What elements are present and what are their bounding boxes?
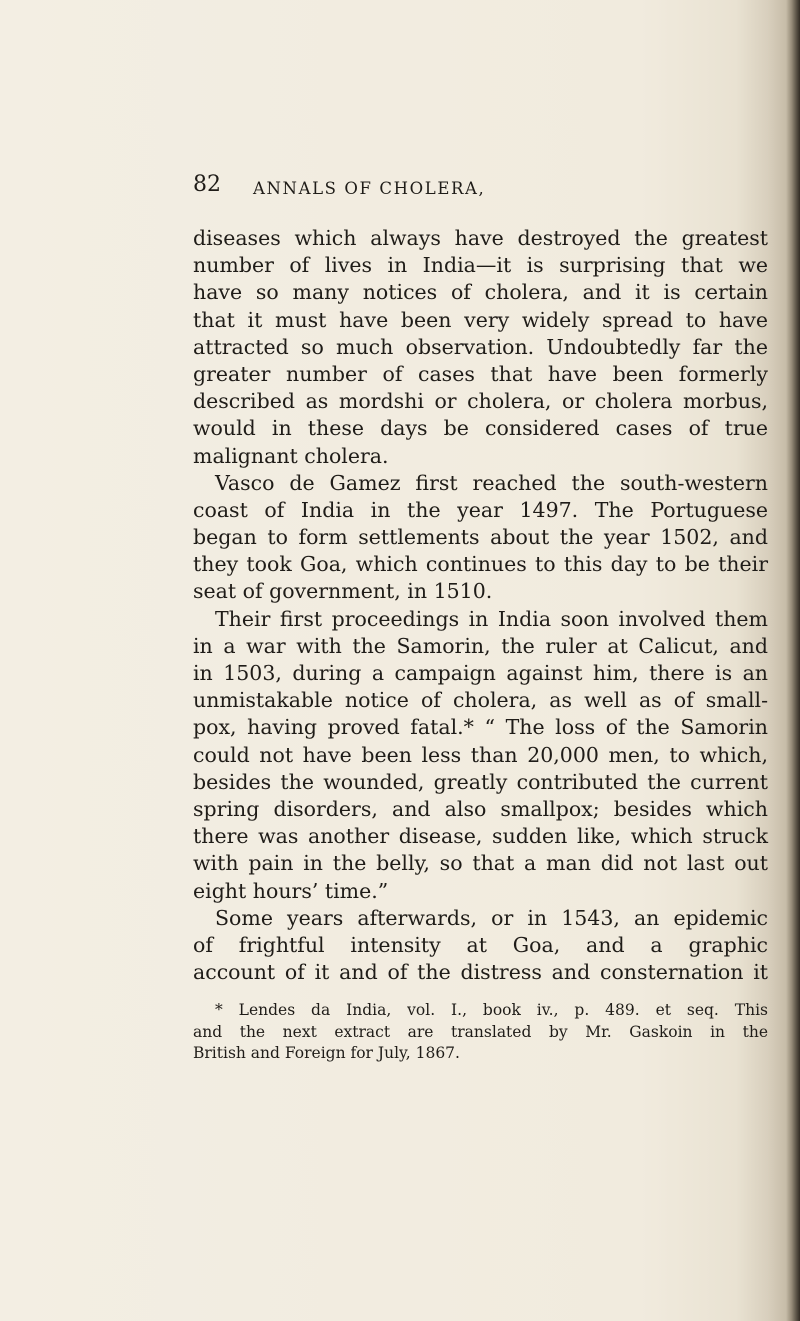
text-line: seat of government, in 1510.	[193, 579, 493, 604]
text-line: spring disorders, and also smallpox; besides which	[193, 796, 768, 821]
footnote-line: British and Foreign for July, 1867.	[193, 1044, 460, 1062]
text-line: attracted so much observation. Undoubtedly far the	[193, 334, 768, 359]
text-line: have so many notices of cholera, and it is certain	[193, 280, 768, 305]
body-text	[193, 225, 768, 986]
footnote-line: * Lendes da India, vol. I., book iv., p. 489. et seq. This	[215, 1001, 768, 1019]
text-line: account of it and of the distress and consternation it	[193, 960, 768, 985]
text-line: with pain in the belly, so that a man did not last out	[193, 851, 768, 876]
text-line: greater number of cases that have been formerly	[193, 361, 768, 386]
text-line: Vasco de Gamez first reached the south-western	[215, 470, 768, 495]
text-line: in a war with the Samorin, the ruler at Calicut, and	[193, 633, 768, 658]
text-line: described as mordshi or cholera, or cholera morbus,	[193, 389, 768, 414]
text-line: Some years afterwards, or in 1543, an epidemic	[215, 905, 768, 930]
text-line: malignant cholera.	[193, 443, 389, 468]
footnote	[193, 1000, 768, 1065]
page-number: 82	[193, 172, 221, 197]
text-line: unmistakable notice of cholera, as well as of small-	[193, 688, 768, 713]
footnote-line: and the next extract are translated by Mr. Gaskoin in the	[193, 1022, 768, 1041]
text-line: of frightful intensity at Goa, and a graphic	[193, 932, 768, 957]
text-line: eight hours’ time.”	[193, 878, 389, 903]
text-line: number of lives in India—it is surprising that we	[193, 253, 768, 278]
text-line: diseases which always have destroyed the greatest	[193, 226, 768, 250]
text-line: coast of India in the year 1497. The Portuguese	[193, 497, 768, 522]
text-line: that it must have been very widely spread to have	[193, 307, 768, 332]
text-line: would in these days be considered cases of true	[193, 416, 768, 441]
text-line: in 1503, during a campaign against him, there is an	[193, 661, 768, 685]
text-line: Their first proceedings in India soon involved them	[215, 606, 768, 631]
text-line: they took Goa, which continues to this day to be their	[193, 552, 768, 577]
text-line: besides the wounded, greatly contributed the current	[193, 769, 768, 794]
text-line: began to form settlements about the year 1502, and	[193, 525, 768, 550]
binding-shadow	[786, 0, 800, 1321]
running-head: ANNALS OF CHOLERA,	[253, 179, 486, 198]
text-line: could not have been less than 20,000 men, to which,	[193, 742, 768, 767]
text-line: pox, having proved fatal.* “ The loss of the Samorin	[193, 715, 768, 740]
text-line: there was another disease, sudden like, which struck	[193, 824, 768, 849]
